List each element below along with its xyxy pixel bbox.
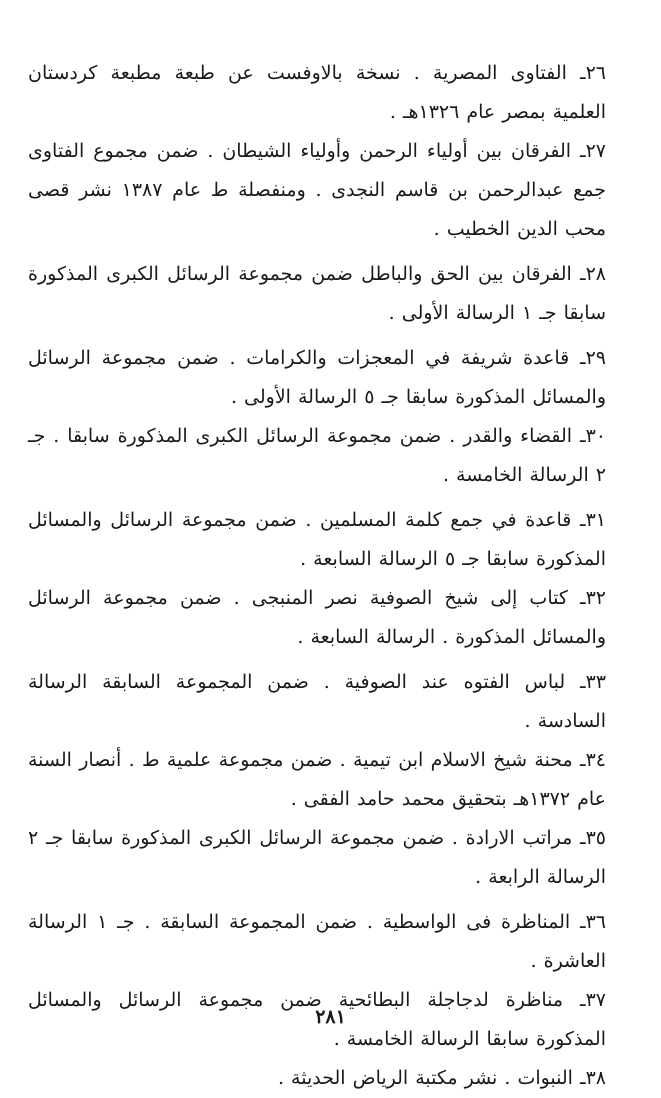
page-number: ٢٨١: [315, 1006, 346, 1028]
entry-27: ٢٧ـ الفرقان بين أولياء الرحمن وأولياء الشيطان . ضمن مجموع الفتاوى جمع عبدالرحمن بن قاسم النجدى . ومنفصلة ط عام ١٣٨٧ نشر قصى محب الدين الخطيب .: [28, 140, 606, 240]
entry-36: ٣٦ـ المناظرة فى الواسطية . ضمن المجموعة السابقة . جـ ١ الرسالة العاشرة .: [28, 911, 606, 972]
entry-31: ٣١ـ قاعدة في جمع كلمة المسلمين . ضمن مجموعة الرسائل والمسائل المذكورة سابقا جـ ٥ الرسالة السابعة .: [28, 509, 606, 570]
entry-33: ٣٣ـ لباس الفتوه عند الصوفية . ضمن المجموعة السابقة الرسالة السادسة .: [28, 671, 606, 732]
entry-30: ٣٠ـ القضاء والقدر . ضمن مجموعة الرسائل الكبرى المذكورة سابقا . جـ ٢ الرسالة الخامسة .: [28, 425, 606, 486]
entry-32: ٣٢ـ كتاب إلى شيخ الصوفية نصر المنبجى . ضمن مجموعة الرسائل والمسائل المذكورة . الرسالة السابعة .: [28, 587, 606, 648]
entry-28: ٢٨ـ الفرقان بين الحق والباطل ضمن مجموعة الرسائل الكبرى المذكورة سابقا جـ ١ الرسالة الأولى .: [28, 263, 606, 324]
bibliography-list: [28, 54, 606, 1098]
entry-34: ٣٤ـ محنة شيخ الاسلام ابن تيمية . ضمن مجموعة علمية ط . أنصار السنة عام ١٣٧٢هـ بتحقيق محمد حامد الفقى .: [28, 749, 606, 810]
entry-29: ٢٩ـ قاعدة شريفة في المعجزات والكرامات . ضمن مجموعة الرسائل والمسائل المذكورة سابقا جـ ٥ الرسالة الأولى .: [28, 347, 606, 408]
entry-26: ٢٦ـ الفتاوى المصرية . نسخة بالاوفست عن طبعة مطبعة كردستان العلمية بمصر عام ١٣٢٦هـ .: [28, 62, 606, 123]
entry-38: ٣٨ـ النبوات . نشر مكتبة الرياض الحديثة .: [277, 1067, 606, 1089]
entry-37: ٣٧ـ مناظرة لدجاجلة البطائحية ضمن مجموعة الرسائل والمسائل المذكورة سابقا الرسالة الخامسة .: [28, 989, 606, 1050]
entry-35: ٣٥ـ مراتب الارادة . ضمن مجموعة الرسائل الكبرى المذكورة سابقا جـ ٢ الرسالة الرابعة .: [28, 827, 606, 888]
